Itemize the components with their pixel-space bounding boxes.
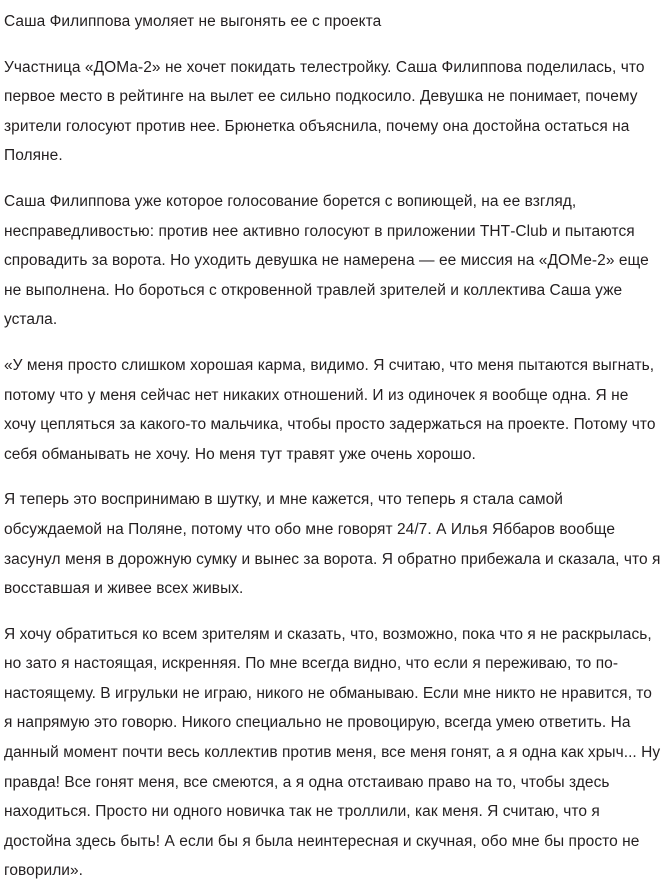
paragraph-spacer [4, 171, 662, 187]
paragraph-spacer [4, 335, 662, 351]
article-paragraph-5: Я хочу обратиться ко всем зрителям и сказать, что, возможно, пока что я не раскрылась, но зато я настоящая, искренняя. По мне всегда видно, что если я переживаю, то по-настоящему. В игрульки не играю, никого не обманываю. Если мне никто не нравится, то я напрямую это говорю. Никого специально не провоцирую, всегда умею ответить. На данный момент почти весь коллектив против меня, все меня гонят, а я одна как хрыч... Ну правда! Все гонят меня, все смеются, а я одна отстаиваю право на то, чтобы здесь находиться. Просто ни одного новичка так не троллили, как меня. Я считаю, что я достойна здесь быть! А если бы я была неинтересная и скучная, обо мне бы просто не говорили». [4, 625, 661, 880]
article-paragraph-3: «У меня просто слишком хорошая карма, видимо. Я считаю, что меня пытаются выгнать, потому что у меня сейчас нет никаких отношений. И из одиночек я вообще одна. Я не хочу цепляться за какого-то мальчика, чтобы просто задержаться на проекте. Потому что себя обманывать не хочу. Но меня тут травят уже очень хорошо. [4, 356, 656, 463]
headline-spacer [4, 37, 662, 53]
article-paragraph-1: Участница «ДОМа-2» не хочет покидать телестройку. Саша Филиппова поделилась, что первое место в рейтинге на вылет ее сильно подкосило. Девушка не понимает, почему зрители голосуют против нее. Брюнетка объяснила, почему она достойна остаться на Поляне. [4, 58, 645, 165]
article-paragraph-2: Саша Филиппова уже которое голосование борется с вопиющей, на ее взгляд, несправедливостью: против нее активно голосуют в приложении ТНТ-Club и пытаются спровадить за ворота. Но уходить девушка не намерена — ее миссия на «ДОМе-2» еще не выполнена. Но бороться с откровенной травлей зрителей и коллектива Саша уже устала. [4, 192, 649, 329]
article-paragraph-4: Я теперь это воспринимаю в шутку, и мне кажется, что теперь я стала самой обсуждаемой на Поляне, потому что обо мне говорят 24/7. А Илья Яббаров вообще засунул меня в дорожную сумку и вынес за ворота. Я обратно прибежала и сказала, что я восставшая и живее всех живых. [4, 491, 661, 598]
paragraph-spacer [4, 604, 662, 620]
paragraph-spacer [4, 469, 662, 485]
article-headline: Саша Филиппова умоляет не выгонять ее с проекта [4, 13, 382, 30]
